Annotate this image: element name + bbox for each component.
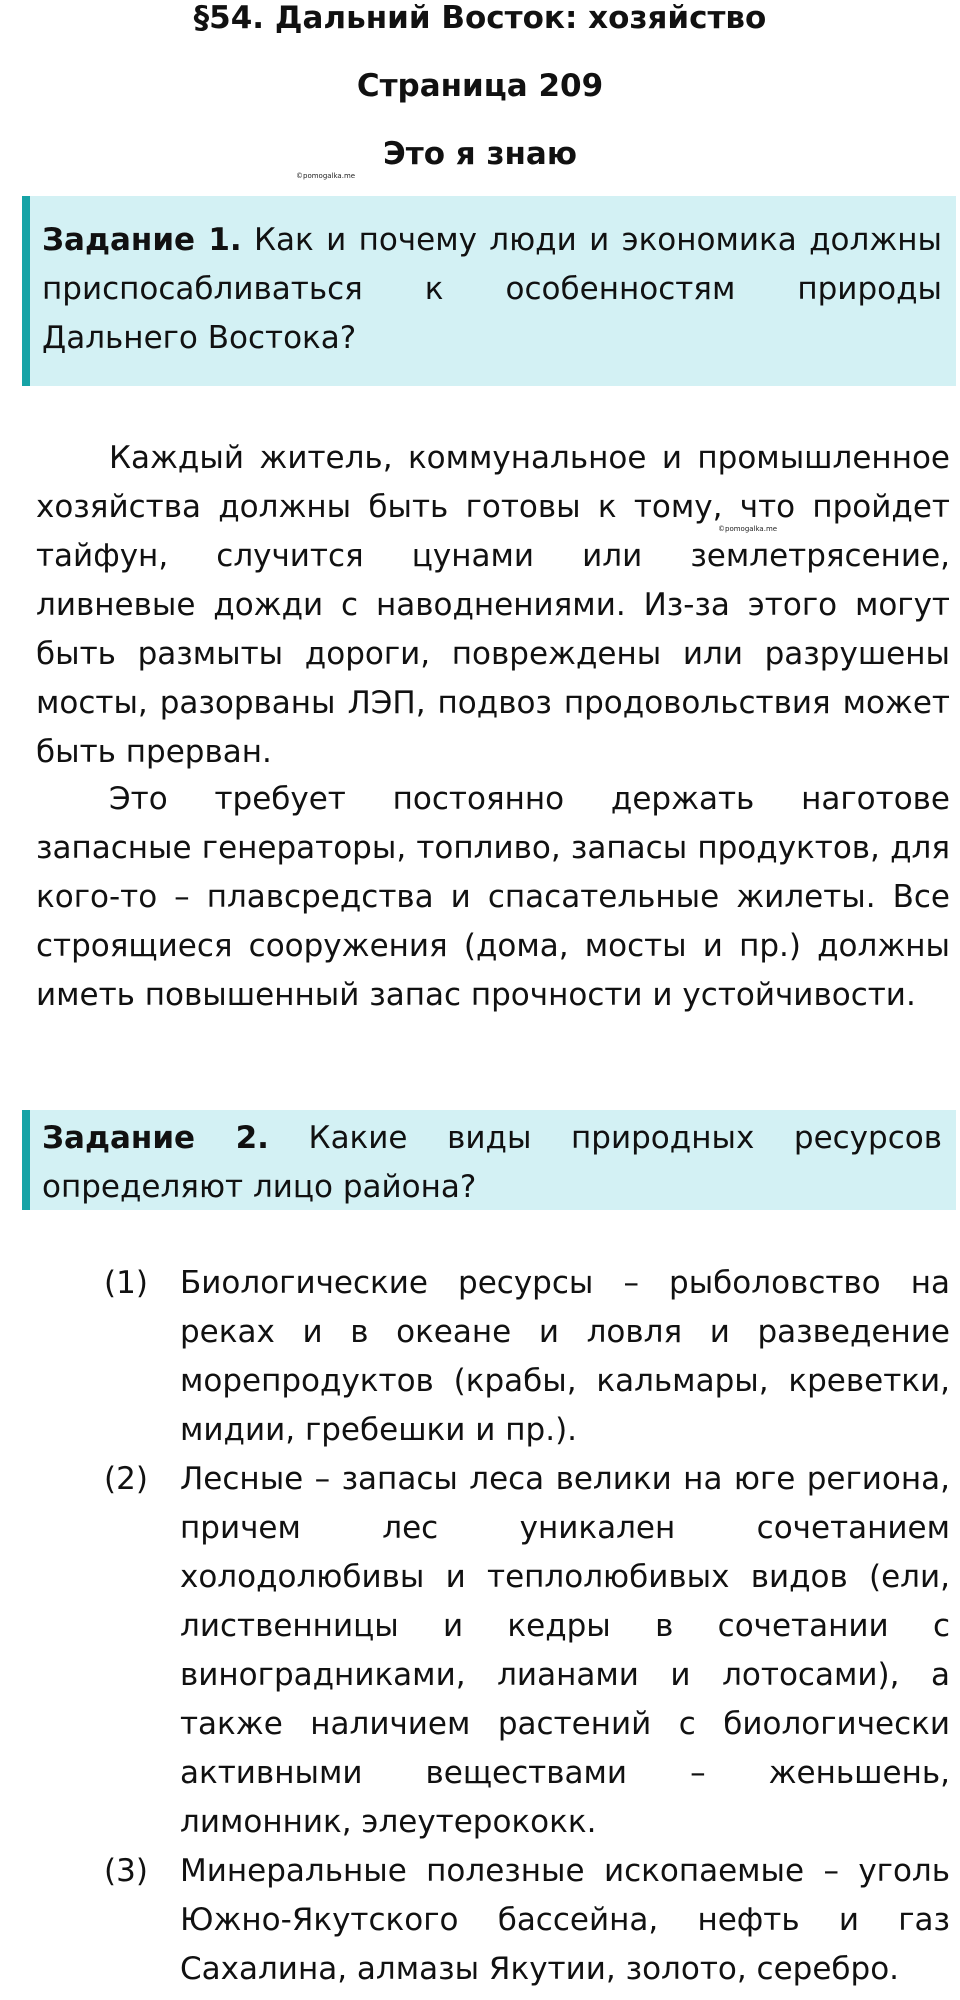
task-2-text: Какие виды природных ресурсов определяют лицо района? bbox=[42, 1120, 942, 1205]
answer-1-paragraph-2: Это требует постоянно держать наготове запасные генераторы, топливо, запасы продуктов, для кого-то – плавсредства и спасательные жилеты. Все строящиеся сооружения (дома, мосты и пр.) должны иметь повышенный запас прочности и устойчивости. bbox=[36, 781, 950, 1013]
task-1-text: Как и почему люди и экономика должны приспосабливаться к особенностям природы Дальнего Востока? bbox=[42, 222, 942, 356]
page-title: §54. Дальний Восток: хозяйство bbox=[193, 0, 767, 36]
list-item-number: (2) bbox=[104, 1461, 148, 1497]
list-item-number: (1) bbox=[104, 1265, 148, 1301]
answer-1-paragraph-1: Каждый житель, коммунальное и промышленное хозяйства должны быть готовы к тому, что пройдет тайфун, случится цунами или землетрясение, ливневые дожди с наводнениями. Из-за этого могут быть размыты дороги, повреждены или разрушены мосты, разорваны ЛЭП, подвоз продовольствия может быть прерван. bbox=[36, 440, 950, 770]
watermark: ©pomogalka.me bbox=[718, 525, 778, 533]
answer-1 bbox=[36, 434, 950, 777]
task-1-box bbox=[22, 196, 956, 386]
list-item bbox=[104, 1259, 950, 1455]
section-heading: Это я знаю bbox=[383, 136, 577, 172]
list-item-text: Минеральные полезные ископаемые – уголь Южно-Якутского бассейна, нефть и газ Сахалина, алмазы Якутии, золото, серебро. bbox=[180, 1853, 950, 1987]
list-item bbox=[104, 1455, 950, 1847]
list-item-text: Биологические ресурсы – рыболовство на реках и в океане и ловля и разведение морепродуктов (крабы, кальмары, креветки, мидии, гребешки и пр.). bbox=[180, 1265, 950, 1448]
task-1-label: Задание 1. bbox=[42, 222, 242, 258]
list-item-number: (3) bbox=[104, 1853, 148, 1889]
answer-1-cont bbox=[36, 775, 950, 1020]
list-item bbox=[104, 1847, 950, 1994]
page-number-heading: Страница 209 bbox=[356, 68, 604, 104]
list-item-text: Лесные – запасы леса велики на юге региона, причем лес уникален сочетанием холодолюбивы и теплолюбивых видов (ели, лиственницы и кедры в сочетании с виноградниками, лианами и лотосами), а также наличием растений с биологически активными веществами – женьшень, лимонник, элеутерококк. bbox=[180, 1461, 950, 1840]
watermark: ©pomogalka.me bbox=[296, 172, 356, 180]
task-2-box bbox=[22, 1110, 956, 1210]
task-2-label: Задание 2. bbox=[42, 1120, 269, 1156]
answer-2-list bbox=[104, 1259, 950, 1994]
